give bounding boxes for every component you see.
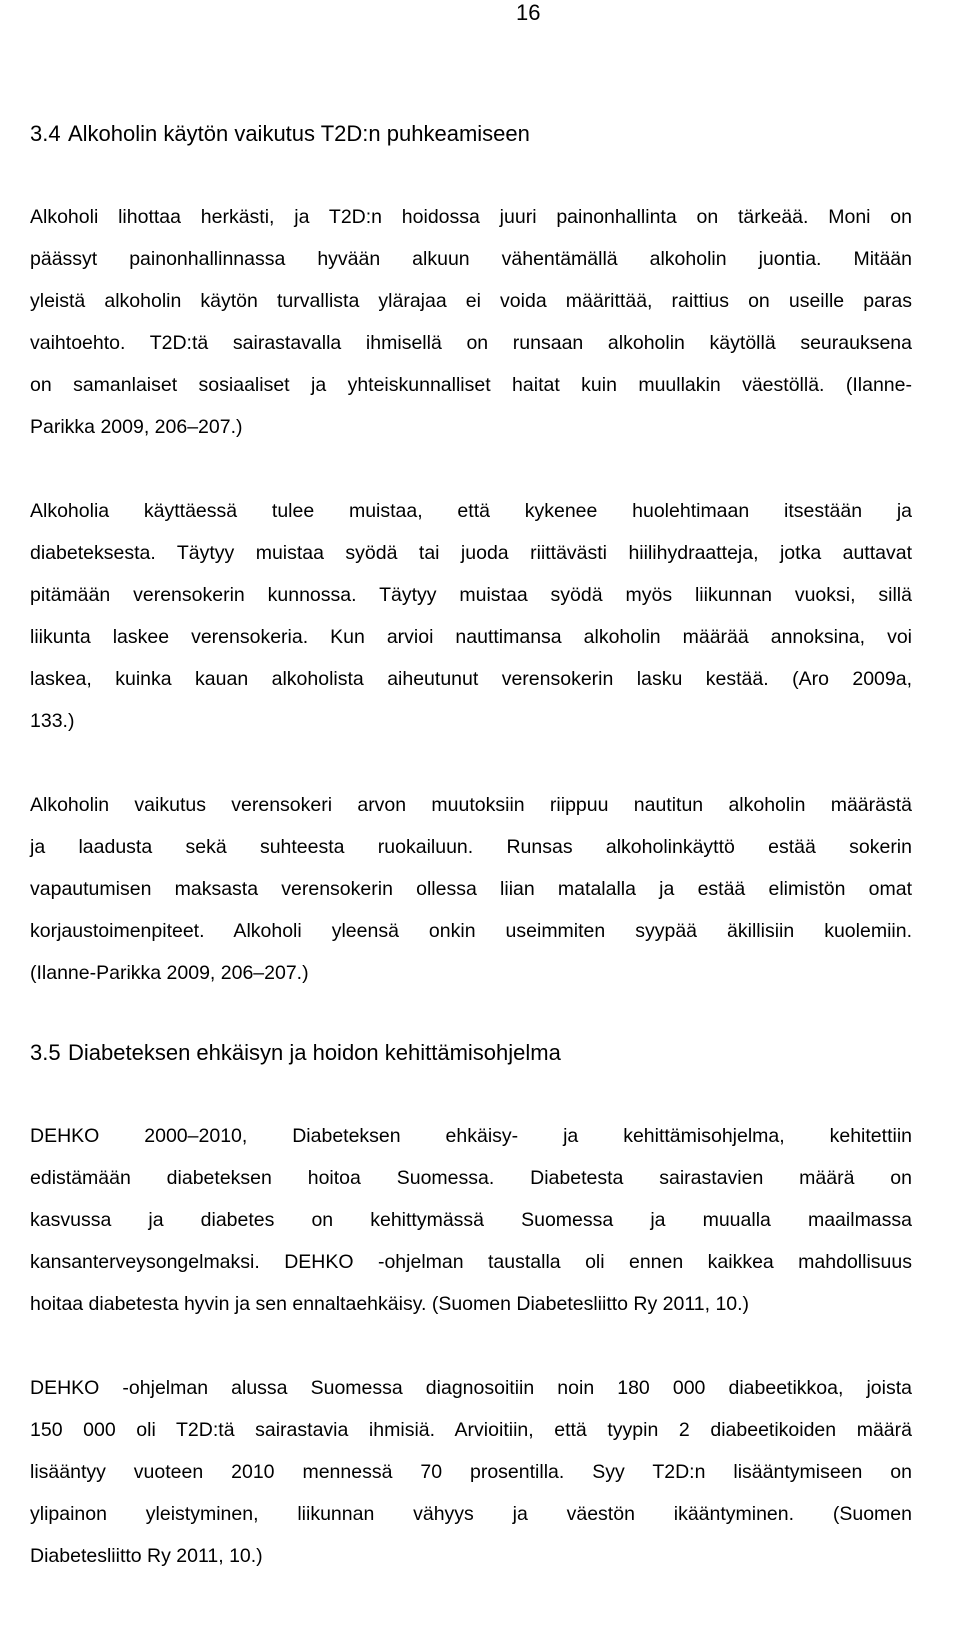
text-line: Alkoholin vaikutus verensokeri arvon muutoksiin riippuu nautitun alkoholin määrästä xyxy=(30,794,912,816)
section-number: 3.4 xyxy=(30,121,61,146)
text-line: diabeteksesta. Täytyy muistaa syödä tai juoda riittävästi hiilihydraatteja, jotka auttavat xyxy=(30,542,912,564)
text-line: ylipainon yleistyminen, liikunnan vähyys ja väestön ikääntyminen. (Suomen xyxy=(30,1503,912,1525)
text-line: Alkoholi lihottaa herkästi, ja T2D:n hoidossa juuri painonhallinta on tärkeää. Moni on xyxy=(30,206,912,228)
section-title: Diabeteksen ehkäisyn ja hoidon kehittämisohjelma xyxy=(68,1040,561,1065)
text-line: (Ilanne-Parikka 2009, 206–207.) xyxy=(30,962,309,984)
paragraph-dehko-intro xyxy=(30,1115,912,1325)
section-title: Alkoholin käytön vaikutus T2D:n puhkeamiseen xyxy=(68,121,530,146)
text-line: vaihtoehto. T2D:tä sairastavalla ihmisellä on runsaan alkoholin käytöllä seurauksena xyxy=(30,332,912,354)
text-line: lisääntyy vuoteen 2010 mennessä 70 prosentilla. Syy T2D:n lisääntymiseen on xyxy=(30,1461,912,1483)
text-line: pitämään verensokerin kunnossa. Täytyy muistaa syödä myös liikunnan vuoksi, sillä xyxy=(30,584,912,606)
text-line: hoitaa diabetesta hyvin ja sen ennaltaehkäisy. (Suomen Diabetesliitto Ry 2011, 10.) xyxy=(30,1293,750,1315)
text-line: DEHKO 2000–2010, Diabeteksen ehkäisy- ja kehittämisohjelma, kehitettiin xyxy=(30,1125,912,1147)
page-number: 16 xyxy=(516,0,541,25)
text-line: Parikka 2009, 206–207.) xyxy=(30,416,243,438)
text-line: korjaustoimenpiteet. Alkoholi yleensä onkin useimmiten syypää äkillisiin kuolemiin. xyxy=(30,920,912,942)
paragraph-alcohol-blood-sugar xyxy=(30,784,912,994)
section-heading-3-5 xyxy=(30,1040,561,1066)
text-line: Alkoholia käyttäessä tulee muistaa, että kykenee huolehtimaan itsestään ja xyxy=(30,500,912,522)
section-heading-3-4 xyxy=(30,121,530,147)
text-line: laskea, kuinka kauan alkoholista aiheutunut verensokerin lasku kestää. (Aro 2009a, xyxy=(30,668,912,690)
text-line: päässyt painonhallinnassa hyvään alkuun vähentämällä alkoholin juontia. Mitään xyxy=(30,248,912,270)
text-line: on samanlaiset sosiaaliset ja yhteiskunnalliset haitat kuin muullakin väestöllä. (Ilanne- xyxy=(30,374,912,396)
text-line: vapautumisen maksasta verensokerin ollessa liian matalalla ja estää elimistön omat xyxy=(30,878,912,900)
section-number: 3.5 xyxy=(30,1040,61,1065)
text-line: kansanterveysongelmaksi. DEHKO -ohjelman taustalla oli ennen kaikkea mahdollisuus xyxy=(30,1251,912,1273)
text-line: edistämään diabeteksen hoitoa Suomessa. Diabetesta sairastavien määrä on xyxy=(30,1167,912,1189)
text-line: 150 000 oli T2D:tä sairastavia ihmisiä. Arvioitiin, että tyypin 2 diabeetikoiden määrä xyxy=(30,1419,912,1441)
paragraph-alcohol-weight xyxy=(30,196,912,448)
text-line: yleistä alkoholin käytön turvallista ylärajaa ei voida määrittää, raittius on useille paras xyxy=(30,290,912,312)
text-line: ja laadusta sekä suhteesta ruokailuun. Runsas alkoholinkäyttö estää sokerin xyxy=(30,836,912,858)
text-line: liikunta laskee verensokeria. Kun arvioi nauttimansa alkoholin määrää annoksina, voi xyxy=(30,626,912,648)
text-line: 133.) xyxy=(30,710,75,732)
text-line: DEHKO -ohjelman alussa Suomessa diagnosoitiin noin 180 000 diabeetikkoa, joista xyxy=(30,1377,912,1399)
text-line: kasvussa ja diabetes on kehittymässä Suomessa ja muualla maailmassa xyxy=(30,1209,912,1231)
paragraph-alcohol-caution xyxy=(30,490,912,742)
paragraph-dehko-statistics xyxy=(30,1367,912,1577)
text-line: Diabetesliitto Ry 2011, 10.) xyxy=(30,1545,263,1567)
